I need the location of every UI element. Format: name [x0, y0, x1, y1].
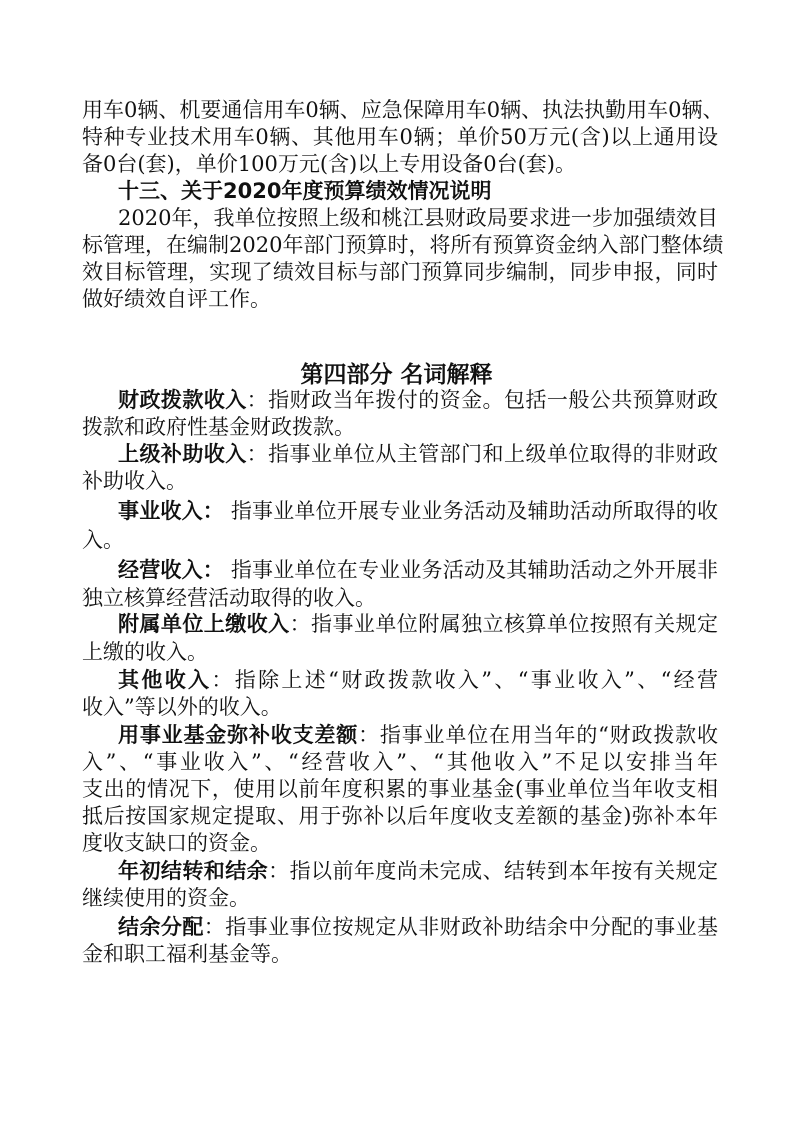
term-line: 附属单位上缴收入：指事业单位附属独立核算单位按照有关规定 — [118, 612, 719, 636]
term-line: 其他收入：指除上述“财政拨款收入”、“事业收入”、“经营 — [118, 668, 719, 692]
text-line: 收入”等以外的收入。 — [82, 695, 282, 719]
text-line: 做好绩效自评工作。 — [82, 287, 271, 311]
text-line: 度收支缺口的资金。 — [82, 831, 271, 855]
text-line: 特种专业技术用车0辆、其他用车0辆；单价50万元(含)以上通用设 — [82, 125, 718, 149]
text-line: 抵后按国家规定提取、用于弥补以后年度收支差额的基金)弥补本年 — [82, 804, 718, 828]
term-label: 结余分配 — [118, 915, 204, 939]
text-line: 2020年，我单位按照上级和桃江县财政局要求进一步加强绩效目 — [118, 206, 718, 230]
term-label: 上级补助收入 — [118, 442, 247, 466]
text-line: 标管理，在编制2020年部门预算时，将所有预算资金纳入部门整体绩 — [82, 233, 724, 257]
part-title: 第四部分 名词解释 — [300, 362, 493, 388]
term-label: 附属单位上缴收入 — [118, 612, 290, 636]
term-label: 其他收入 — [118, 668, 212, 692]
text-line: 用车0辆、机要通信用车0辆、应急保障用车0辆、执法执勤用车0辆、 — [82, 98, 724, 122]
term-line: 用事业基金弥补收支差额：指事业单位在用当年的“财政拨款收 — [118, 723, 719, 747]
term-label: 经营收入： — [118, 558, 224, 582]
text-line: 入”、“事业收入”、“经营收入”、“其他收入”不足以安排当年 — [82, 750, 718, 774]
term-line: 年初结转和结余：指以前年度尚未完成、结转到本年按有关规定 — [118, 859, 719, 883]
text-line: 独立核算经营活动取得的收入。 — [82, 586, 376, 610]
term-line: 结余分配：指事业事位按规定从非财政补助结余中分配的事业基 — [118, 915, 719, 939]
text-line: 继续使用的资金。 — [82, 886, 250, 910]
term-label: 用事业基金弥补收支差额 — [118, 723, 359, 747]
text-line: 上缴的收入。 — [82, 640, 208, 664]
text-line: 补助收入。 — [82, 469, 187, 493]
section-heading: 十三、关于2020年度预算绩效情况说明 — [118, 179, 492, 203]
term-line: 上级补助收入：指事业单位从主管部门和上级单位取得的非财政 — [118, 442, 719, 466]
text-line: 拨款和政府性基金财政拨款。 — [82, 415, 355, 439]
term-label: 事业收入： — [118, 499, 224, 523]
text-line: 入。 — [82, 528, 124, 552]
text-line: 效目标管理，实现了绩效目标与部门预算同步编制，同步申报，同时 — [82, 260, 718, 284]
term-line: 财政拨款收入：指财政当年拨付的资金。包括一般公共预算财政 — [118, 388, 719, 412]
text-line: 金和职工福利基金等。 — [82, 942, 292, 966]
text-line: 备0台(套)，单价100万元(含)以上专用设备0台(套)。 — [82, 152, 576, 176]
term-line: 事业收入： 指事业单位开展专业业务活动及辅助活动所取得的收 — [118, 499, 718, 523]
term-line: 经营收入： 指事业单位在专业业务活动及其辅助活动之外开展非 — [118, 558, 718, 582]
term-label: 年初结转和结余 — [118, 859, 269, 883]
text-line: 支出的情况下，使用以前年度积累的事业基金(事业单位当年收支相 — [82, 777, 718, 801]
term-label: 财政拨款收入 — [118, 388, 247, 412]
